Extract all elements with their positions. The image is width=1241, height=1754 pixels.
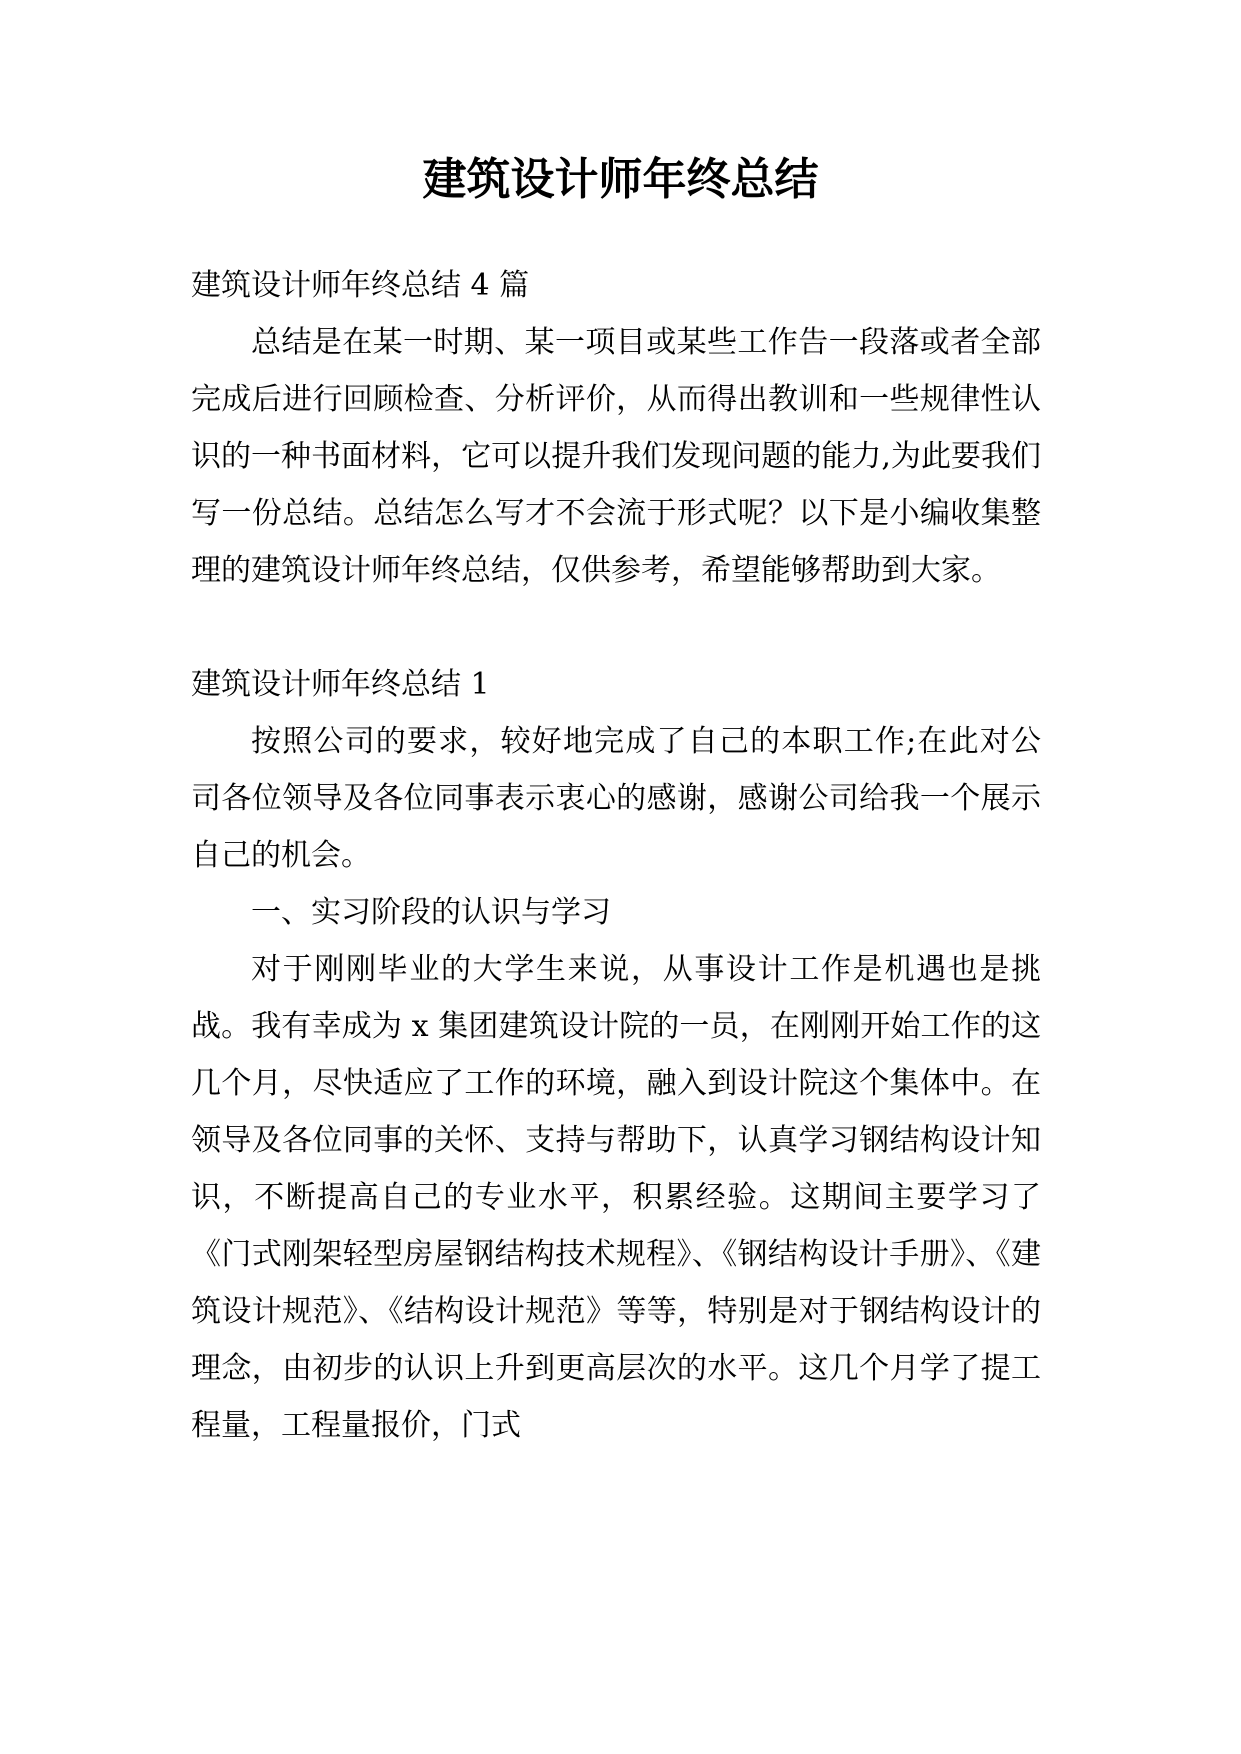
- body-paragraph: 对于刚刚毕业的大学生来说，从事设计工作是机遇也是挑战。我有幸成为 x 集团建筑设计院的一员，在刚刚开始工作的这几个月，尽快适应了工作的环境，融入到设计院这个集体中。在领导及各位同事的关怀、支持与帮助下，认真学习钢结构设计知识，不断提高自己的专业水平，积累经验。这期间主要学习了《门式刚架轻型房屋钢结构技术规程》、《钢结构设计手册》、《建筑设计规范》、《结构设计规范》等等，特别是对于钢结构设计的理念，由初步的认识上升到更高层次的水平。这几个月学了提工程量，工程量报价，门式: [191, 952, 1041, 1443]
- subsection-heading: 一、实习阶段的认识与学习: [251, 895, 611, 930]
- body-paragraph: 按照公司的要求，较好地完成了自己的本职工作;在此对公司各位领导及各位同事表示衷心的感谢，感谢公司给我一个展示自己的机会。: [191, 724, 1041, 873]
- document-body: [191, 257, 1041, 1454]
- section-heading-overview: 建筑设计师年终总结 4 篇: [191, 268, 530, 303]
- document-title: 建筑设计师年终总结: [422, 154, 819, 205]
- section-heading-summary-1: 建筑设计师年终总结 1: [191, 667, 490, 702]
- intro-paragraph: 总结是在某一时期、某一项目或某些工作告一段落或者全部完成后进行回顾检查、分析评价，从而得出教训和一些规律性认识的一种书面材料，它可以提升我们发现问题的能力,为此要我们写一份总结。总结怎么写才不会流于形式呢？以下是小编收集整理的建筑设计师年终总结，仅供参考，希望能够帮助到大家。: [191, 325, 1041, 588]
